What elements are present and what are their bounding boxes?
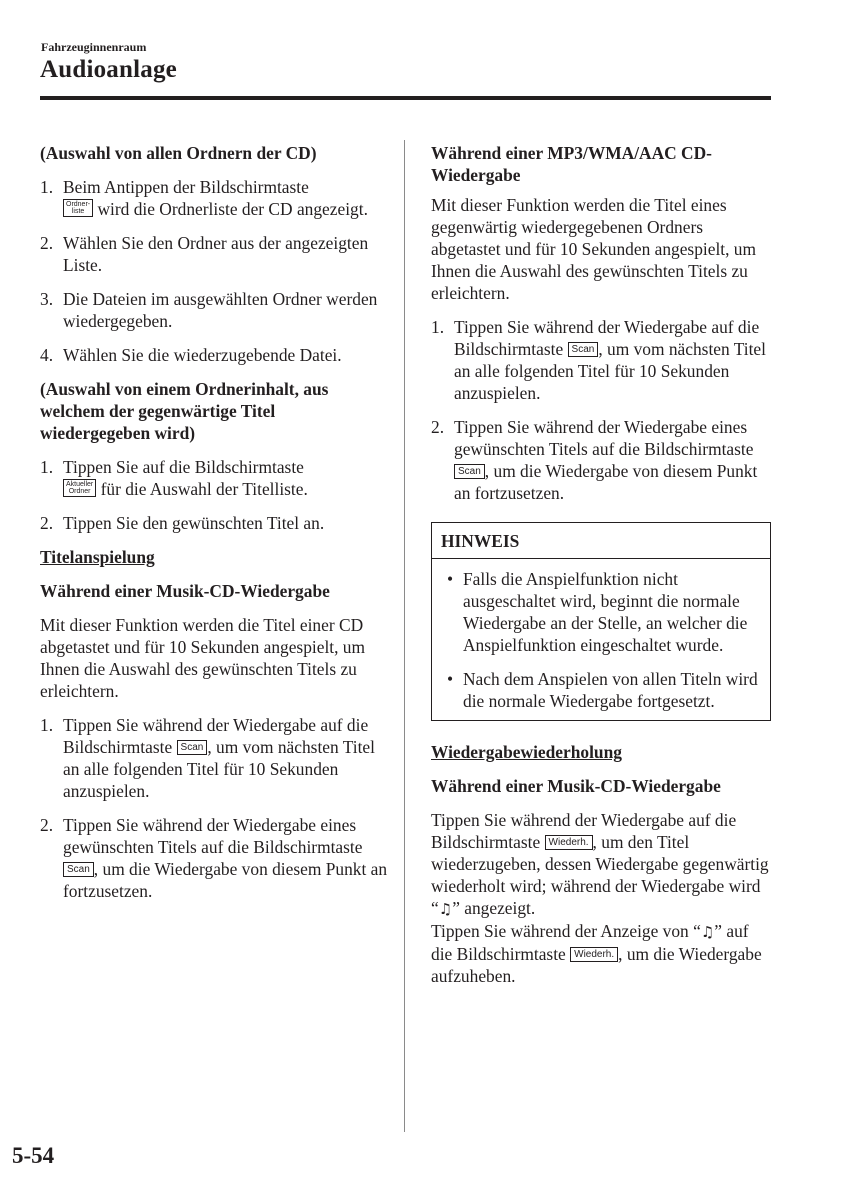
bullet-icon: • bbox=[447, 669, 454, 689]
mp3-scan-description: Mit dieser Funktion werden die Titel eines gegenwärtig wiedergegebenen Ordners abgetastet und für 10 Sekunden angespielt, um Ihnen die Auswahl des gewünschten Titels zu erleichtern. bbox=[431, 195, 757, 303]
step-mp3-scan-start: 1. Tippen Sie während der Wiedergabe auf die Bildschirmtaste Scan , um vom nächsten Titel an alle folgenden Titel für 10 Sekunden anzuspielen. bbox=[431, 317, 766, 403]
step-scan-start: 1. Tippen Sie während der Wiedergabe auf die Bildschirmtaste Scan , um vom nächsten Titel an alle folgenden Titel für 10 Sekunden anzuspielen. bbox=[40, 715, 375, 801]
scan-description: Mit dieser Funktion werden die Titel einer CD abgetastet und für 10 Sekunden angespielt, um Ihnen die Auswahl des gewünschten Titels zu erleichtern. bbox=[40, 615, 366, 701]
music-note-icon: ♫ bbox=[438, 900, 453, 918]
step-mp3-scan-stop: 2. Tippen Sie während der Wiedergabe eines gewünschten Titels auf die Bildschirmtaste Scan , um die Wiedergabe von diesem Punkt an fortzusetzen. bbox=[431, 417, 758, 503]
note-item: • Falls die Anspielfunktion nicht ausgeschaltet wird, beginnt die normale Wiedergabe an der Stelle, an welcher die Anspielfunktion eingeschaltet wurde. bbox=[447, 569, 748, 655]
left-column bbox=[40, 142, 388, 914]
note-item: • Nach dem Anspielen von allen Titeln wird die normale Wiedergabe fortgesetzt. bbox=[447, 669, 758, 711]
page-title: Audioanlage bbox=[40, 56, 177, 83]
repeat-key: Wiederh. bbox=[570, 947, 618, 962]
heading-music-cd-repeat: Während einer Musik-CD-Wiedergabe bbox=[431, 776, 721, 796]
note-box bbox=[431, 522, 771, 721]
step-select-file: 4. Wählen Sie die wiederzugebende Datei. bbox=[40, 345, 342, 365]
bullet-icon: • bbox=[447, 569, 454, 589]
note-heading: HINWEIS bbox=[432, 523, 770, 559]
heading-music-cd: Während einer Musik-CD-Wiedergabe bbox=[40, 581, 330, 601]
subheading-repeat: Wiedergabewiederholung bbox=[431, 742, 622, 762]
column-divider bbox=[404, 140, 405, 1132]
scan-key: Scan bbox=[63, 862, 94, 877]
heading-current-folder: (Auswahl von einem Ordnerinhalt, aus welchem der gegenwärtige Titel wiedergegeben wird) bbox=[40, 379, 329, 443]
heading-all-folders: (Auswahl von allen Ordnern der CD) bbox=[40, 143, 317, 163]
step-select-folder: 2. Wählen Sie den Ordner aus der angezeigten Liste. bbox=[40, 233, 369, 275]
step-files-played: 3. Die Dateien im ausgewählten Ordner werden wiedergegeben. bbox=[40, 289, 378, 331]
step-current-folder: 1. Tippen Sie auf die Bildschirmtaste Aktueller Ordner für die Auswahl der Titelliste. bbox=[40, 457, 308, 499]
scan-key: Scan bbox=[454, 464, 485, 479]
page-number: 5-54 bbox=[12, 1143, 55, 1168]
section-label: Fahrzeuginnenraum bbox=[41, 40, 147, 54]
scan-key: Scan bbox=[568, 342, 599, 357]
repeat-key: Wiederh. bbox=[545, 835, 593, 850]
repeat-description: Tippen Sie während der Wiedergabe auf die Bildschirmtaste Wiederh. , um den Titel wiederzugeben, dessen Wiedergabe gegenwärtig wiederholt wird; während der Wiedergabe wird “♫” angezeigt. Tippen Sie während der Anzeige von “♫” auf die Bildschirmtaste Wiederh. , um die Wiedergabe aufzuheben. bbox=[431, 810, 769, 986]
heading-mp3: Während einer MP3/WMA/AAC CD-Wiedergabe bbox=[431, 143, 712, 185]
scan-key: Scan bbox=[177, 740, 208, 755]
right-column bbox=[431, 142, 771, 987]
current-folder-key: Aktueller Ordner bbox=[63, 479, 96, 497]
step-scan-stop: 2. Tippen Sie während der Wiedergabe eines gewünschten Titels auf die Bildschirmtaste Scan , um die Wiedergabe von diesem Punkt an fortzusetzen. bbox=[40, 815, 388, 901]
music-note-icon: ♫ bbox=[700, 923, 715, 941]
subheading-scan: Titelanspielung bbox=[40, 547, 155, 567]
step-tap-title: 2. Tippen Sie den gewünschten Titel an. bbox=[40, 513, 325, 533]
step-folder-list: 1. Beim Antippen der Bildschirmtaste Ordner- liste wird die Ordnerliste der CD angezeigt. bbox=[40, 177, 368, 219]
header-rule bbox=[40, 96, 771, 100]
folder-list-key: Ordner- liste bbox=[63, 199, 93, 217]
